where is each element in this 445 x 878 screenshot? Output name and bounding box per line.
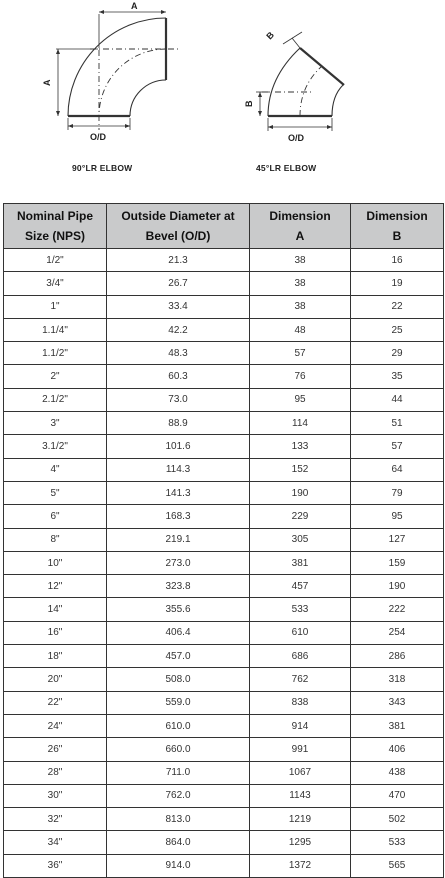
outside-diameter-cell: 101.6 xyxy=(107,435,250,458)
dimension-a-cell: 1372 xyxy=(250,854,351,877)
dimension-a-cell: 686 xyxy=(250,645,351,668)
table-row xyxy=(4,435,444,458)
nps-cell: 2.1/2" xyxy=(4,388,107,411)
diagram-area xyxy=(0,0,445,200)
dim-a-side-label: A xyxy=(42,79,52,86)
table-header xyxy=(4,204,444,249)
dimension-a-cell: 305 xyxy=(250,528,351,551)
outside-diameter-cell: 508.0 xyxy=(107,668,250,691)
outside-diameter-cell: 660.0 xyxy=(107,738,250,761)
dimension-a-cell: 991 xyxy=(250,738,351,761)
dimension-b-cell: 565 xyxy=(351,854,444,877)
dim-a-top-label: A xyxy=(131,1,138,11)
dimension-a-cell: 152 xyxy=(250,458,351,481)
dimension-a-cell: 533 xyxy=(250,598,351,621)
dimensions-table xyxy=(3,203,444,878)
nps-cell: 32" xyxy=(4,808,107,831)
dimension-a-cell: 38 xyxy=(250,249,351,272)
dimension-a-cell: 1295 xyxy=(250,831,351,854)
dimension-b-cell: 159 xyxy=(351,551,444,574)
dimension-a-cell: 610 xyxy=(250,621,351,644)
dimension-b-cell: 254 xyxy=(351,621,444,644)
dimension-a-cell: 95 xyxy=(250,388,351,411)
header-dimension-a: Dimension A xyxy=(250,204,351,249)
dimension-b-cell: 286 xyxy=(351,645,444,668)
outside-diameter-cell: 88.9 xyxy=(107,412,250,435)
nps-cell: 28" xyxy=(4,761,107,784)
outside-diameter-cell: 914.0 xyxy=(107,854,250,877)
dimension-a-cell: 57 xyxy=(250,342,351,365)
dimension-a-cell: 133 xyxy=(250,435,351,458)
dimension-b-cell: 318 xyxy=(351,668,444,691)
nps-cell: 2" xyxy=(4,365,107,388)
od-45-label: O/D xyxy=(288,133,305,143)
nps-cell: 3" xyxy=(4,412,107,435)
od-90-label: O/D xyxy=(90,132,107,142)
nps-cell: 3.1/2" xyxy=(4,435,107,458)
elbow-90-drawing xyxy=(56,10,178,130)
dimension-b-cell: 79 xyxy=(351,481,444,504)
outside-diameter-cell: 406.4 xyxy=(107,621,250,644)
outside-diameter-cell: 60.3 xyxy=(107,365,250,388)
table-row xyxy=(4,342,444,365)
outside-diameter-cell: 457.0 xyxy=(107,645,250,668)
nps-cell: 22" xyxy=(4,691,107,714)
table-row xyxy=(4,318,444,341)
dimension-b-cell: 29 xyxy=(351,342,444,365)
dimension-b-cell: 25 xyxy=(351,318,444,341)
outside-diameter-cell: 355.6 xyxy=(107,598,250,621)
outside-diameter-cell: 42.2 xyxy=(107,318,250,341)
table-row xyxy=(4,738,444,761)
outside-diameter-cell: 323.8 xyxy=(107,575,250,598)
outside-diameter-cell: 21.3 xyxy=(107,249,250,272)
table-row xyxy=(4,481,444,504)
elbow-90-caption: 90°LR ELBOW xyxy=(72,163,133,173)
dimension-b-cell: 533 xyxy=(351,831,444,854)
nps-cell: 10" xyxy=(4,551,107,574)
dimension-a-cell: 48 xyxy=(250,318,351,341)
dimension-a-cell: 38 xyxy=(250,272,351,295)
outside-diameter-cell: 114.3 xyxy=(107,458,250,481)
dimension-a-cell: 1219 xyxy=(250,808,351,831)
table-row xyxy=(4,365,444,388)
nps-cell: 1" xyxy=(4,295,107,318)
dimension-a-cell: 914 xyxy=(250,714,351,737)
table-row xyxy=(4,272,444,295)
header-outside-diameter: Outside Diameter at Bevel (O/D) xyxy=(107,204,250,249)
dimension-b-cell: 35 xyxy=(351,365,444,388)
outside-diameter-cell: 73.0 xyxy=(107,388,250,411)
nps-cell: 6" xyxy=(4,505,107,528)
dimension-b-cell: 19 xyxy=(351,272,444,295)
table-row xyxy=(4,668,444,691)
table-body xyxy=(4,249,444,878)
dimension-b-cell: 502 xyxy=(351,808,444,831)
table-row xyxy=(4,598,444,621)
nps-cell: 5" xyxy=(4,481,107,504)
table-row xyxy=(4,551,444,574)
table-row xyxy=(4,388,444,411)
dimension-a-cell: 229 xyxy=(250,505,351,528)
header-dimension-b: Dimension B xyxy=(351,204,444,249)
dimension-b-cell: 406 xyxy=(351,738,444,761)
table-row xyxy=(4,575,444,598)
table-row xyxy=(4,458,444,481)
nps-cell: 1.1/2" xyxy=(4,342,107,365)
table-row xyxy=(4,249,444,272)
dim-b-top-label: B xyxy=(264,29,277,42)
dimension-b-cell: 222 xyxy=(351,598,444,621)
table-row xyxy=(4,621,444,644)
table-row xyxy=(4,691,444,714)
nps-cell: 30" xyxy=(4,784,107,807)
dimension-a-cell: 38 xyxy=(250,295,351,318)
outside-diameter-cell: 48.3 xyxy=(107,342,250,365)
outside-diameter-cell: 141.3 xyxy=(107,481,250,504)
nps-cell: 3/4" xyxy=(4,272,107,295)
dimension-b-cell: 190 xyxy=(351,575,444,598)
outside-diameter-cell: 711.0 xyxy=(107,761,250,784)
dimension-b-cell: 381 xyxy=(351,714,444,737)
dimension-b-cell: 44 xyxy=(351,388,444,411)
nps-cell: 4" xyxy=(4,458,107,481)
dimension-a-cell: 381 xyxy=(250,551,351,574)
dimension-b-cell: 127 xyxy=(351,528,444,551)
dimension-b-cell: 343 xyxy=(351,691,444,714)
nps-cell: 8" xyxy=(4,528,107,551)
dimension-a-cell: 190 xyxy=(250,481,351,504)
table-row xyxy=(4,784,444,807)
nps-cell: 20" xyxy=(4,668,107,691)
table-row xyxy=(4,808,444,831)
dimension-a-cell: 838 xyxy=(250,691,351,714)
dimension-b-cell: 51 xyxy=(351,412,444,435)
outside-diameter-cell: 762.0 xyxy=(107,784,250,807)
outside-diameter-cell: 610.0 xyxy=(107,714,250,737)
dimension-a-cell: 1067 xyxy=(250,761,351,784)
dimension-a-cell: 114 xyxy=(250,412,351,435)
nps-cell: 16" xyxy=(4,621,107,644)
dim-b-side-label: B xyxy=(244,100,254,107)
dimension-b-cell: 470 xyxy=(351,784,444,807)
table-row xyxy=(4,714,444,737)
dimension-a-cell: 1143 xyxy=(250,784,351,807)
outside-diameter-cell: 26.7 xyxy=(107,272,250,295)
dimension-a-cell: 457 xyxy=(250,575,351,598)
dimension-a-cell: 762 xyxy=(250,668,351,691)
dimension-b-cell: 57 xyxy=(351,435,444,458)
outside-diameter-cell: 33.4 xyxy=(107,295,250,318)
nps-cell: 18" xyxy=(4,645,107,668)
outside-diameter-cell: 219.1 xyxy=(107,528,250,551)
table-row xyxy=(4,645,444,668)
table-row xyxy=(4,854,444,877)
table-row xyxy=(4,761,444,784)
nps-cell: 1.1/4" xyxy=(4,318,107,341)
outside-diameter-cell: 273.0 xyxy=(107,551,250,574)
elbow-45-caption: 45°LR ELBOW xyxy=(256,163,317,173)
outside-diameter-cell: 813.0 xyxy=(107,808,250,831)
table-row xyxy=(4,412,444,435)
nps-cell: 24" xyxy=(4,714,107,737)
table-row xyxy=(4,505,444,528)
outside-diameter-cell: 864.0 xyxy=(107,831,250,854)
nps-cell: 36" xyxy=(4,854,107,877)
table-row xyxy=(4,295,444,318)
dimension-b-cell: 438 xyxy=(351,761,444,784)
table-row xyxy=(4,528,444,551)
outside-diameter-cell: 559.0 xyxy=(107,691,250,714)
elbow-diagrams xyxy=(0,0,445,200)
nps-cell: 14" xyxy=(4,598,107,621)
outside-diameter-cell: 168.3 xyxy=(107,505,250,528)
header-nominal-pipe-size: Nominal Pipe Size (NPS) xyxy=(4,204,107,249)
dimension-b-cell: 64 xyxy=(351,458,444,481)
nps-cell: 26" xyxy=(4,738,107,761)
elbow-45-drawing xyxy=(256,32,344,131)
dimension-b-cell: 22 xyxy=(351,295,444,318)
table-row xyxy=(4,831,444,854)
dimension-a-cell: 76 xyxy=(250,365,351,388)
nps-cell: 1/2" xyxy=(4,249,107,272)
dimension-b-cell: 16 xyxy=(351,249,444,272)
nps-cell: 34" xyxy=(4,831,107,854)
dimension-b-cell: 95 xyxy=(351,505,444,528)
nps-cell: 12" xyxy=(4,575,107,598)
